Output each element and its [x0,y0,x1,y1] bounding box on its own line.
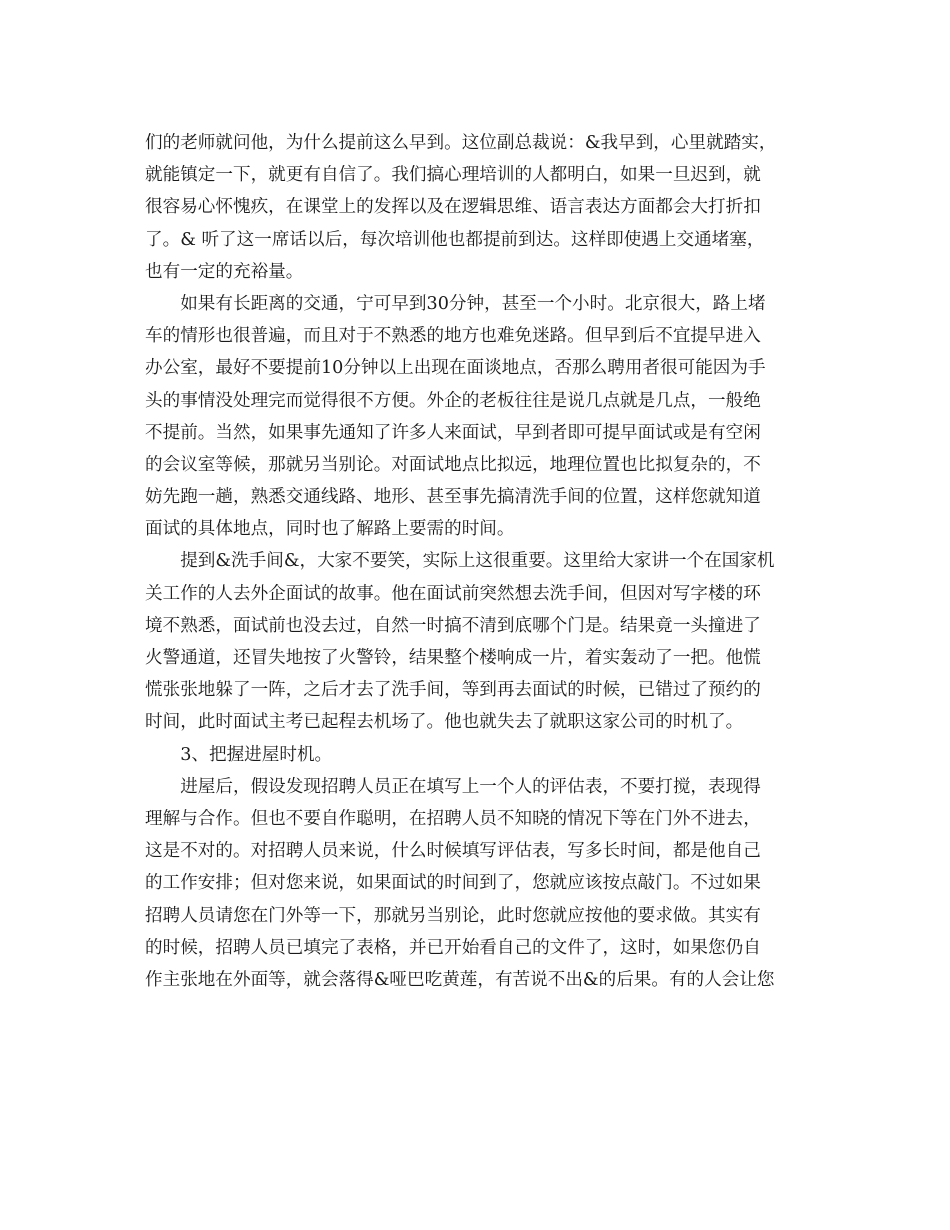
text-line: 境不熟悉，面试前也没去过，自然一时搞不清到底哪个门是。结果竟一头撞进了 [145,615,761,636]
text-line: 招聘人员请您在门外等一下，那就另当别论，此时您就应按他的要求做。其实有 [145,905,761,926]
text-line: 面试的具体地点，同时也了解路上要需的时间。 [145,519,515,540]
text-line: 妨先跑一趟，熟悉交通线路、地形、甚至事先搞清洗手间的位置，这样您就知道 [145,487,761,508]
text-line: 了。& 听了这一席话以后，每次培训他也都提前到达。这样即使遇上交通堵塞， [145,229,765,250]
text-line: 关工作的人去外企面试的故事。他在面试前突然想去洗手间，但因对写字楼的环 [145,583,761,604]
text-line: 的时候，招聘人员已填完了表格，并已开始看自己的文件了，这时，如果您仍自 [145,937,761,958]
text-line: 的工作安排；但对您来说，如果面试的时间到了，您就应该按点敲门。不过如果 [145,873,761,894]
text-line: 很容易心怀愧疚，在课堂上的发挥以及在逻辑思维、语言表达方面都会大打折扣 [145,197,761,218]
text-line: 这是不对的。对招聘人员来说，什么时候填写评估表，写多长时间，都是他自己 [145,841,761,862]
body-text [145,127,815,996]
text-line: 的会议室等候，那就另当别论。对面试地点比拟远，地理位置也比拟复杂的，不 [145,454,761,475]
text-line: 也有一定的充裕量。 [145,261,304,282]
text-line: 如果有长距离的交通，宁可早到30分钟，甚至一个小时。北京很大，路上堵 [145,293,766,314]
text-line: 理解与合作。但也不要自作聪明，在招聘人员不知晓的情况下等在门外不进去， [145,808,761,829]
text-line: 火警通道，还冒失地按了火警铃，结果整个楼响成一片，着实轰动了一把。他慌 [145,648,761,668]
text-line: 时间，此时面试主考已起程去机场了。他也就失去了就职这家公司的时机了。 [145,712,744,733]
text-line: 车的情形也很普遍，而且对于不熟悉的地方也难免迷路。但早到后不宜提早进入 [145,326,761,347]
text-line: 不提前。当然，如果事先通知了许多人来面试，早到者即可提早面试或是有空闲 [145,422,761,443]
text-line: 提到&洗手间&，大家不要笑，实际上这很重要。这里给大家讲一个在国家机 [145,551,775,572]
text-line: 慌张张地躲了一阵，之后才去了洗手间，等到再去面试的时候，已错过了预约的 [145,680,761,701]
text-line: 进屋后，假设发现招聘人员正在填写上一个人的评估表，不要打搅，表现得 [145,776,761,797]
text-line: 办公室，最好不要提前10分钟以上出现在面谈地点，否那么聘用者很可能因为手 [145,358,766,379]
text-line: 头的事情没处理完而觉得很不方便。外企的老板往往是说几点就是几点，一般绝 [145,390,761,411]
text-line: 作主张地在外面等，就会落得&哑巴吃黄莲，有苦说不出&的后果。有的人会让您 [145,969,775,990]
text-line: 们的老师就问他，为什么提前这么早到。这位副总裁说：&我早到，心里就踏实， [145,133,777,153]
text-line: 就能镇定一下，就更有自信了。我们搞心理培训的人都明白，如果一旦迟到，就 [145,165,761,186]
section-heading: 3、把握进屋时机。 [145,744,333,765]
